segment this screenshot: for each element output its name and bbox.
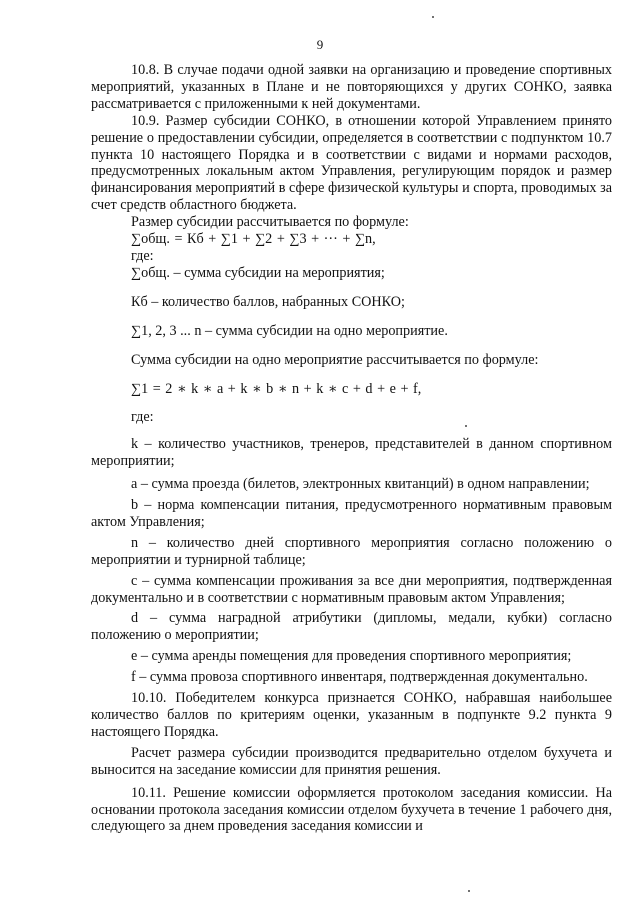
definition-c: c – сумма компенсации проживания за все дни мероприятия, подтвержденная документально и в соответствии с нормативным правовым актом Управления; — [91, 572, 612, 606]
paragraph-10-9: 10.9. Размер субсидии СОНКО, в отношении которой Управлением принято решение о предоставлении субсидии, определяется в соответствии с подпунктом 10.7 пункта 10 настоящего Порядка и в соответствии с видами и нормами расходов, предусмотренных локальным актом Управления, регулирующим порядок и размер финансирования мероприятий в сфере физической культуры и спорта, проводимых за счет средств областного бюджета. — [91, 112, 612, 214]
where-label: где: — [131, 247, 154, 264]
where-label: где: — [131, 409, 154, 426]
paragraph-10-10: 10.10. Победителем конкурса признается СОНКО, набравшая наибольшее количество баллов по критериям оценки, указанным в подпункте 9.2 пункта 9 настоящего Порядка. — [91, 690, 612, 740]
definition-e: e – сумма аренды помещения для проведения спортивного мероприятия; — [131, 648, 572, 665]
scan-speck — [465, 425, 467, 427]
paragraph-calculation: Расчет размера субсидии производится предварительно отделом бухучета и выносится на заседание комиссии для принятия решения. — [91, 744, 612, 778]
definition-sum-n: ∑1, 2, 3 ... n – сумма субсидии на одно мероприятие. — [131, 322, 448, 339]
formula-single: ∑1 = 2 ∗ k ∗ a + k ∗ b ∗ n + k ∗ c + d + e + f, — [131, 380, 422, 397]
definition-k: k – количество участников, тренеров, представителей в данном спортивном мероприятии; — [91, 436, 612, 470]
paragraph-10-11: 10.11. Решение комиссии оформляется протоколом заседания комиссии. На основании протокола заседания комиссии отделом бухучета в течение 1 рабочего дня, следующего за днем проведения заседания комиссии и — [91, 784, 612, 835]
formula-single-intro: Сумма субсидии на одно мероприятие рассчитывается по формуле: — [131, 351, 539, 368]
paragraph-10-8: 10.8. В случае подачи одной заявки на организацию и проведение спортивных мероприятий, указанных в Плане и не повторяющихся у других СОНКО, заявка рассматривается с приложенными к ней документами. — [91, 62, 612, 112]
definition-total: ∑общ. – сумма субсидии на мероприятия; — [131, 264, 385, 281]
definition-n: n – количество дней спортивного мероприятия согласно положению о мероприятии и турнирной таблице; — [91, 534, 612, 568]
definition-d: d – сумма наградной атрибутики (дипломы, медали, кубки) согласно положению о мероприятии; — [91, 610, 612, 644]
formula-intro: Размер субсидии рассчитывается по формуле: — [131, 214, 409, 231]
formula-total: ∑общ. = Кб + ∑1 + ∑2 + ∑3 + ··· + ∑n, — [131, 231, 376, 248]
definition-b: b – норма компенсации питания, предусмотренного нормативным правовым актом Управления; — [91, 497, 612, 530]
definition-f: f – сумма провоза спортивного инвентаря, подтвержденная документально. — [131, 669, 588, 686]
definition-kb: Кб – количество баллов, набранных СОНКО; — [131, 293, 405, 310]
page-number: 9 — [316, 37, 324, 52]
definition-a: a – сумма проезда (билетов, электронных квитанций) в одном направлении; — [131, 476, 590, 493]
scan-speck — [432, 16, 434, 18]
document-body — [91, 62, 612, 835]
scan-speck — [468, 890, 470, 892]
